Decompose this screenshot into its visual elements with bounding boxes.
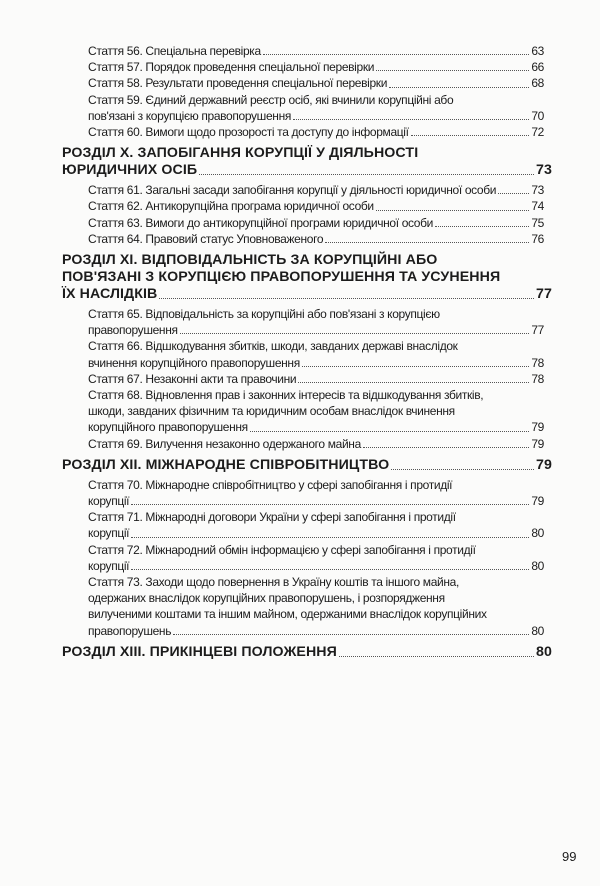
dot-leader [180, 333, 530, 334]
entry-title-line: РОЗДІЛ XIII. ПРИКІНЦЕВІ ПОЛОЖЕННЯ [62, 643, 337, 660]
toc-article [88, 43, 544, 59]
toc-article [88, 124, 544, 140]
entry-title-line: корупційного правопорушення [88, 420, 248, 435]
entry-page-number: 80 [536, 643, 552, 660]
entry-title-line: правопорушення [88, 323, 178, 338]
entry-title-line: Стаття 62. Антикорупційна програма юридичної особи [88, 199, 374, 214]
toc-article [88, 182, 544, 198]
entry-page-number: 73 [536, 162, 552, 179]
entry-title-line: корупції [88, 494, 130, 509]
page-number: 99 [562, 849, 577, 864]
dot-leader [302, 366, 529, 367]
toc-article [88, 509, 544, 541]
entry-title-line: пов'язані з корупцією правопорушення [88, 108, 291, 123]
entry-title-line: Стаття 69. Вилучення незаконно одержаного майна [88, 436, 361, 451]
toc-section [62, 457, 552, 474]
dot-leader [131, 537, 529, 538]
toc-section [62, 252, 552, 303]
dot-leader [389, 87, 529, 88]
entry-page-number: 80 [531, 526, 544, 541]
dot-leader [131, 569, 529, 570]
entry-title-line: Стаття 71. Міжнародні договори України у сфері запобігання і протидії [88, 510, 456, 525]
entry-title-line: РОЗДІЛ XI. ВІДПОВІДАЛЬНІСТЬ ЗА КОРУПЦІЙНІ АБО [62, 252, 438, 269]
entry-title-line: вчинення корупційного правопорушення [88, 355, 300, 370]
dot-leader [325, 242, 529, 243]
toc-article [88, 75, 544, 91]
entry-page-number: 78 [531, 371, 544, 386]
entry-page-number: 70 [531, 108, 544, 123]
toc-article [88, 371, 544, 387]
entry-title-line: ЇХ НАСЛІДКІВ [62, 286, 158, 303]
entry-title-line: Стаття 72. Міжнародний обмін інформацією у сфері запобігання і протидії [88, 542, 476, 557]
entry-title-line: Стаття 73. Заходи щодо повернення в Україну коштів та іншого майна, [88, 575, 459, 590]
entry-title-line: одержаних внаслідок корупційних правопорушень, і розпорядження [88, 591, 445, 606]
toc-article [88, 215, 544, 231]
toc-article [88, 59, 544, 75]
dot-leader [391, 469, 534, 470]
entry-page-number: 79 [536, 456, 552, 473]
entry-page-number: 63 [531, 44, 544, 58]
entry-title-line: Стаття 59. Єдиний державний реєстр осіб, які вчинили корупційні або [88, 92, 454, 107]
entry-page-number: 75 [531, 215, 544, 230]
entry-page-number: 73 [531, 183, 544, 198]
dot-leader [250, 431, 530, 432]
toc-article [88, 92, 544, 124]
entry-title-line: Стаття 57. Порядок проведення спеціальної перевірки [88, 60, 375, 75]
table-of-contents [62, 43, 552, 664]
entry-page-number: 72 [531, 125, 544, 140]
dot-leader [159, 298, 534, 299]
entry-title-line: Стаття 60. Вимоги щодо прозорості та доступу до інформації [88, 125, 409, 140]
dot-leader [199, 174, 534, 175]
entry-title-line: вилученими коштами та іншим майном, одержаними внаслідок корупційних [88, 607, 487, 622]
toc-article [88, 574, 544, 639]
entry-title-line: Стаття 63. Вимоги до антикорупційної програми юридичної особи [88, 215, 434, 230]
entry-page-number: 76 [531, 231, 544, 246]
entry-title-line: корупції [88, 558, 130, 573]
entry-page-number: 80 [531, 623, 544, 638]
entry-title-line: ЮРИДИЧНИХ ОСІБ [62, 162, 198, 179]
toc-section [62, 145, 552, 179]
toc-article [88, 436, 544, 452]
entry-page-number: 68 [531, 76, 544, 91]
entry-title-line: Стаття 65. Відповідальність за корупційні або пов'язані з корупцією [88, 307, 440, 322]
toc-article [88, 542, 544, 574]
dot-leader [173, 634, 529, 635]
entry-page-number: 79 [531, 436, 544, 451]
dot-leader [263, 54, 530, 55]
toc-article [88, 477, 544, 509]
toc-section [62, 644, 552, 661]
entry-title-line: Стаття 67. Незаконні акти та правочини [88, 371, 297, 386]
entry-page-number: 79 [531, 494, 544, 509]
toc-article [88, 387, 544, 436]
entry-title-line: корупції [88, 526, 130, 541]
entry-title-line: правопорушень [88, 623, 172, 638]
dot-leader [298, 382, 529, 383]
dot-leader [376, 210, 530, 211]
entry-title-line: Стаття 56. Спеціальна перевірка [88, 44, 261, 58]
dot-leader [376, 70, 529, 71]
entry-page-number: 77 [531, 323, 544, 338]
entry-page-number: 80 [531, 558, 544, 573]
entry-title-line: Стаття 70. Міжнародне співробітництво у сфері запобігання і протидії [88, 477, 453, 492]
entry-title-line: Стаття 68. Відновлення прав і законних інтересів та відшкодування збитків, [88, 388, 484, 403]
entry-title-line: Стаття 58. Результати проведення спеціальної перевірки [88, 76, 388, 91]
toc-article [88, 231, 544, 247]
toc-article [88, 198, 544, 214]
entry-title-line: ПОВ'ЯЗАНІ З КОРУПЦІЄЮ ПРАВОПОРУШЕННЯ ТА УСУНЕННЯ [62, 269, 501, 286]
entry-page-number: 79 [531, 420, 544, 435]
dot-leader [363, 447, 529, 448]
entry-page-number: 78 [531, 355, 544, 370]
entry-title-line: РОЗДІЛ XII. МІЖНАРОДНЕ СПІВРОБІТНИЦТВО [62, 456, 390, 473]
entry-title-line: Стаття 61. Загальні засади запобігання корупції у діяльності юридичної особи [88, 183, 497, 198]
toc-article [88, 306, 544, 338]
entry-page-number: 74 [531, 199, 544, 214]
entry-title-line: РОЗДІЛ X. ЗАПОБІГАННЯ КОРУПЦІЇ У ДІЯЛЬНОСТІ [62, 145, 419, 162]
dot-leader [131, 504, 529, 505]
entry-page-number: 66 [531, 60, 544, 75]
dot-leader [498, 193, 529, 194]
dot-leader [293, 119, 529, 120]
dot-leader [435, 226, 529, 227]
entry-title-line: Стаття 66. Відшкодування збитків, шкоди, завданих державі внаслідок [88, 339, 458, 354]
dot-leader [411, 135, 530, 136]
entry-title-line: Стаття 64. Правовий статус Уповноваженого [88, 231, 324, 246]
dot-leader [339, 656, 534, 657]
entry-page-number: 77 [536, 286, 552, 303]
entry-title-line: шкоди, завданих фізичним та юридичним особам внаслідок вчинення [88, 404, 455, 419]
toc-article [88, 338, 544, 370]
